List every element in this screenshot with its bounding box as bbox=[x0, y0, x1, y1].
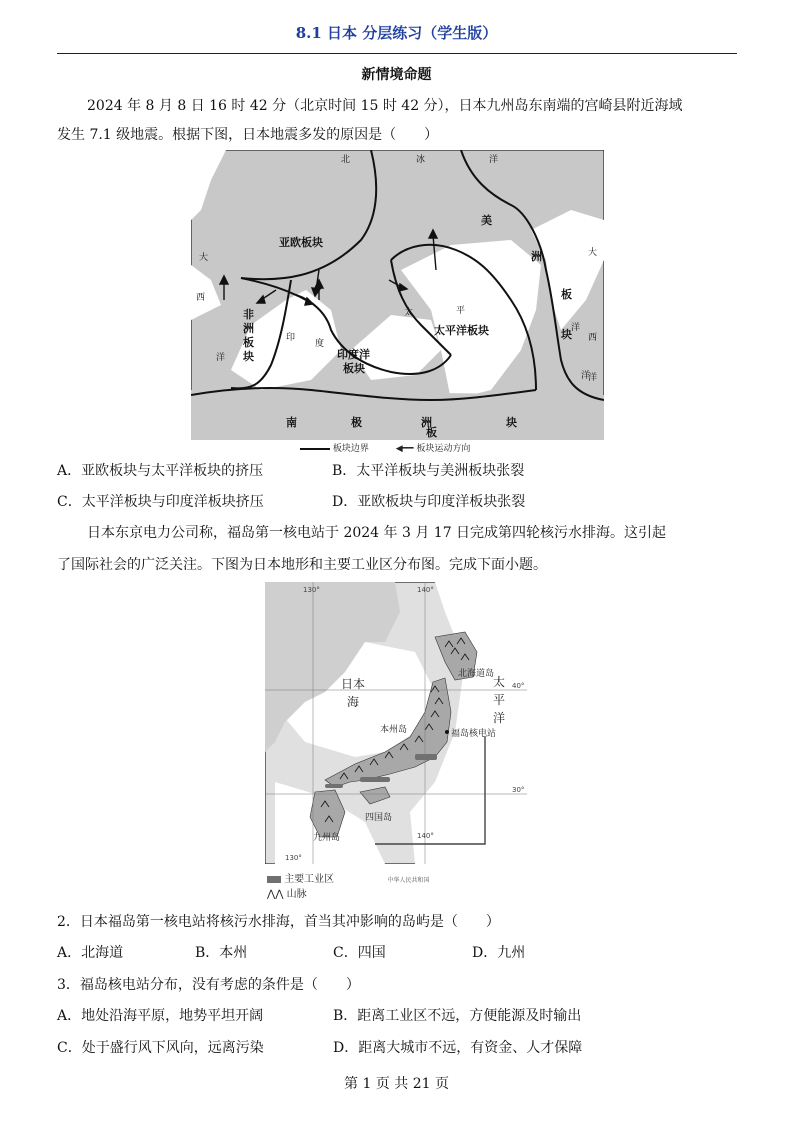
map1-label-da-right: 大 bbox=[588, 248, 598, 258]
q1-option-c: C．太平洋板块与印度洋板块挤压 bbox=[57, 494, 264, 510]
map1-label-africa-1: 非 bbox=[243, 308, 254, 321]
map2-label-lon130-bottom: 130° bbox=[285, 854, 302, 862]
map1-label-yang-left: 洋 bbox=[216, 353, 226, 363]
map2-label-lon140-top: 140° bbox=[417, 586, 434, 594]
mountain-legend-icon: ⋀⋀ bbox=[267, 889, 284, 900]
q3-option-a: A．地处沿海平原，地势平坦开阔 bbox=[57, 1008, 264, 1024]
map2-label-lon140-bottom: 140° bbox=[417, 832, 434, 840]
question-1-stem-line-2: 发生 7.1 级地震。根据下图，日本地震多发的原因是（ ） bbox=[57, 127, 439, 143]
map1-label-zhou-2: 洲 bbox=[421, 416, 432, 429]
passage-2-line-2: 了国际社会的广泛关注。下图为日本地形和主要工业区分布图。完成下面小题。 bbox=[57, 557, 547, 573]
page-footer: 第 1 页 共 21 页 bbox=[344, 1076, 449, 1092]
q3-option-c: C．处于盛行风下风向，远离污染 bbox=[57, 1040, 264, 1056]
q2-option-d: D．九州 bbox=[472, 945, 526, 961]
map2-label-lon130-top: 130° bbox=[303, 586, 320, 594]
map1-label-ping: 平 bbox=[456, 306, 466, 316]
map2-label-lat40: 40° bbox=[512, 682, 525, 690]
industry-legend-swatch bbox=[267, 876, 281, 883]
industry-legend-label: 主要工业区 bbox=[284, 874, 335, 885]
mountain-legend-label: 山脉 bbox=[286, 889, 307, 900]
q3-option-b: B．距离工业区不远，方便能源及时输出 bbox=[333, 1008, 582, 1024]
passage-2-line-1: 日本东京电力公司称，福岛第一核电站于 2024 年 3 月 17 日完成第四轮核污水排海。这引起 bbox=[87, 525, 667, 541]
map1-label-pacific: 太平洋板块 bbox=[434, 324, 489, 337]
map1-label-indian-2: 板块 bbox=[343, 362, 365, 375]
q1-option-d: D．亚欧板块与印度洋板块张裂 bbox=[332, 494, 526, 510]
map1-label-zhou: 洲 bbox=[531, 250, 542, 263]
map1-label-xi-right: 西 bbox=[588, 333, 598, 343]
map1-label-xi: 西 bbox=[196, 293, 206, 303]
boundary-legend-label: 板块边界 bbox=[332, 444, 369, 454]
q2-option-a: A．北海道 bbox=[57, 945, 124, 961]
arrow-legend-icon: ◀━━ bbox=[395, 444, 414, 454]
map1-label-africa-2: 洲 bbox=[243, 322, 254, 335]
map2-label-honshu: 本州岛 bbox=[380, 725, 408, 735]
map2-label-fukushima: 福岛核电站 bbox=[451, 729, 497, 739]
map2-label-sea-japan-1: 日本 bbox=[341, 677, 366, 691]
q3-option-d: D．距离大城市不远，有资金、人才保障 bbox=[333, 1040, 583, 1056]
header-divider bbox=[57, 53, 737, 54]
map2-label-shikoku: 四国岛 bbox=[365, 813, 393, 823]
q1-option-b: B．太平洋板块与美洲板块张裂 bbox=[332, 463, 525, 479]
map1-label-da: 大 bbox=[199, 253, 209, 263]
q1-option-a: A．亚欧板块与太平洋板块的挤压 bbox=[57, 463, 264, 479]
question-1-stem-line-1: 2024 年 8 月 8 日 16 时 42 分（北京时间 15 时 42 分），日本九州岛东南端的宫崎县附近海域 bbox=[87, 98, 683, 114]
motion-legend-label: 板块运动方向 bbox=[416, 444, 471, 454]
map2-label-pacific-3: 洋 bbox=[493, 711, 506, 725]
q2-option-b: B．本州 bbox=[195, 945, 248, 961]
q2-option-c: C．四国 bbox=[333, 945, 386, 961]
map2-legend bbox=[267, 870, 429, 900]
map1-label-nan: 南 bbox=[286, 416, 297, 429]
japan-terrain-map bbox=[265, 582, 527, 864]
map1-label-yang-bottom-right: 洋 bbox=[581, 371, 591, 381]
section-title: 新情境命题 bbox=[361, 67, 432, 83]
map2-label-kyushu: 九州岛 bbox=[313, 833, 341, 843]
map1-label-bing: 冰 bbox=[416, 155, 426, 165]
question-3-stem: 3．福岛核电站分布，没有考虑的条件是（ ） bbox=[57, 977, 360, 993]
boundary-legend-swatch bbox=[300, 448, 330, 450]
map1-label-ban-2: 板 bbox=[426, 426, 437, 439]
map1-label-africa-3: 板 bbox=[243, 336, 254, 349]
document-header: 8.1 日本 分层练习（学生版） bbox=[295, 24, 498, 42]
map1-label-ji: 极 bbox=[351, 416, 362, 429]
map1-legend bbox=[300, 441, 470, 454]
map1-label-yang-right: 洋 bbox=[571, 323, 581, 333]
map1-label-indian-1: 印度洋 bbox=[337, 348, 370, 361]
map1-label-du: 度 bbox=[315, 339, 325, 349]
map1-label-eurasia: 亚欧板块 bbox=[279, 236, 323, 249]
prc-label: 中华人民共和国 bbox=[387, 877, 430, 884]
map1-label-mei: 美 bbox=[481, 214, 492, 227]
map2-label-pacific-2: 平 bbox=[493, 693, 506, 707]
map1-label-kuai: 块 bbox=[561, 328, 572, 341]
map1-label-xiyang-right: 洋 bbox=[588, 373, 598, 383]
map1-label-ban: 板 bbox=[561, 288, 572, 301]
map2-label-sea-japan-2: 海 bbox=[347, 695, 360, 709]
question-2-stem: 2．日本福岛第一核电站将核污水排海，首当其冲影响的岛屿是（ ） bbox=[57, 914, 500, 930]
map2-label-lat30: 30° bbox=[512, 786, 525, 794]
map1-label-kuai-2: 块 bbox=[506, 416, 517, 429]
map1-label-yin: 印 bbox=[286, 333, 296, 343]
map1-label-north: 北 bbox=[341, 155, 351, 165]
plate-tectonics-map bbox=[191, 150, 604, 440]
map2-label-hokkaido: 北海道岛 bbox=[458, 669, 495, 679]
map1-label-africa-4: 块 bbox=[243, 350, 254, 363]
map2-label-pacific-1: 太 bbox=[493, 675, 506, 689]
map1-label-yang-top: 洋 bbox=[489, 155, 499, 165]
map1-label-tai: 太 bbox=[404, 308, 414, 318]
